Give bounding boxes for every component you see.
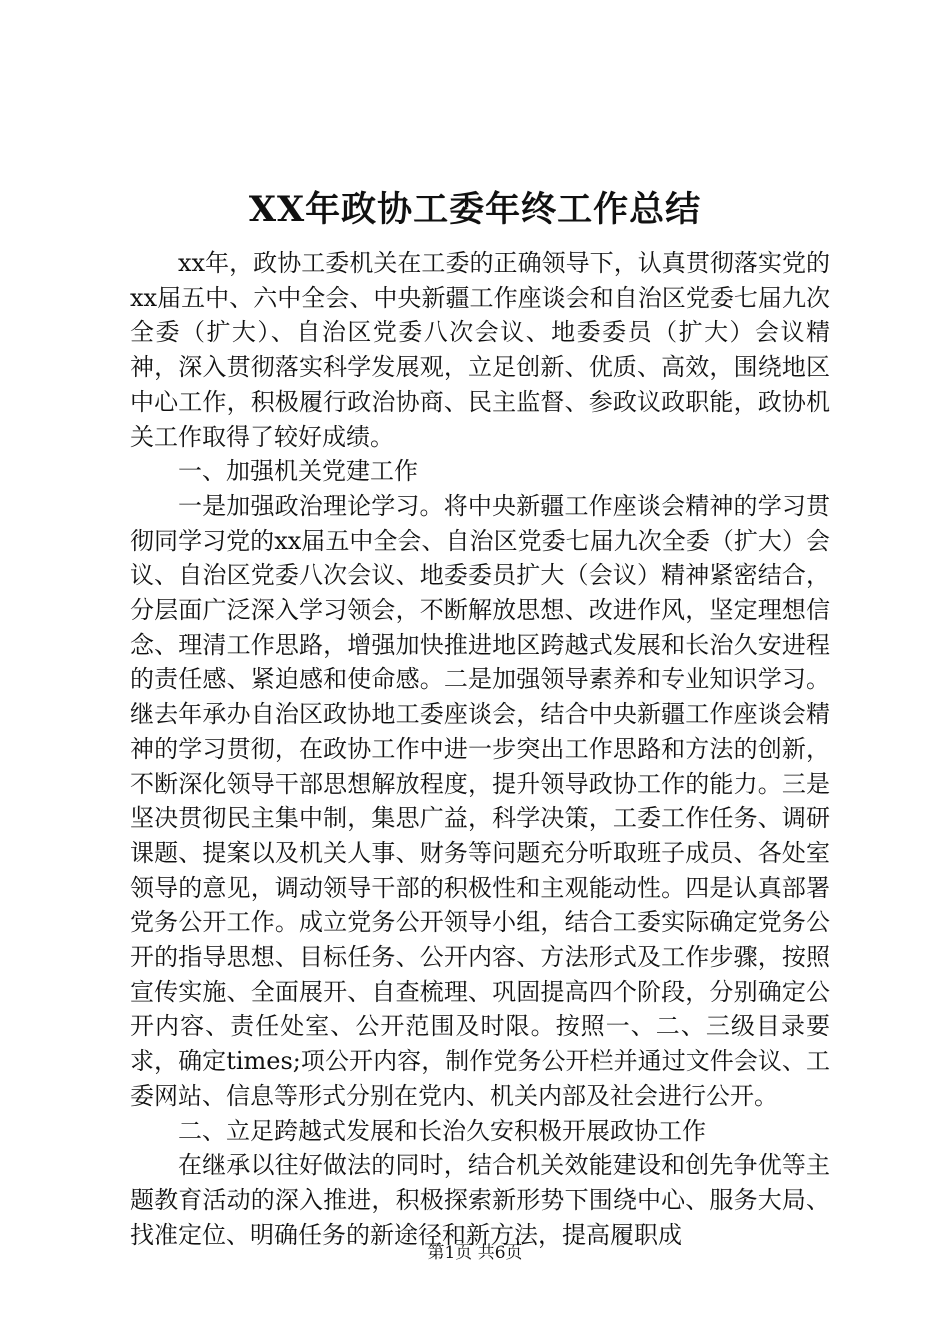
document-body [130, 246, 830, 1252]
paragraph-intro: xx年，政协工委机关在工委的正确领导下，认真贯彻落实党的xx届五中、六中全会、中央新疆工作座谈会和自治区党委七届九次全委（扩大）、自治区党委八次会议、地委委员（扩大）会议精神，深入贯彻落实科学发展观，立足创新、优质、高效，围绕地区中心工作，积极履行政治协商、民主监督、参政议政职能，政协机关工作取得了较好成绩。 [130, 249, 830, 451]
document-title: XX年政协工委年终工作总结 [248, 189, 702, 230]
paragraph-section-2: 在继承以往好做法的同时，结合机关效能建设和创先争优等主题教育活动的深入推进，积极探索新形势下围绕中心、服务大局、找准定位、明确任务的新途径和新方法，提高履职成 [130, 1151, 830, 1249]
paragraph-section-1: 一是加强政治理论学习。将中央新疆工作座谈会精神的学习贯彻同学习党的xx届五中全会、自治区党委七届九次全委（扩大）会议、自治区党委八次会议、地委委员扩大（会议）精神紧密结合，分层面广泛深入学习领会，不断解放思想、改进作风，坚定理想信念、理清工作思路，增强加快推进地区跨越式发展和长治久安进程的责任感、紧迫感和使命感。二是加强领导素养和专业知识学习。继去年承办自治区政协地工委座谈会，结合中央新疆工作座谈会精神的学习贯彻，在政协工作中进一步突出工作思路和方法的创新，不断深化领导干部思想解放程度，提升领导政协工作的能力。三是坚决贯彻民主集中制，集思广益，科学决策，工委工作任务、调研课题、提案以及机关人事、财务等问题充分听取班子成员、各处室领导的意见，调动领导干部的积极性和主观能动性。四是认真部署党务公开工作。成立党务公开领导小组，结合工委实际确定党务公开的指导思想、目标任务、公开内容、方法形式及工作步骤，按照宣传实施、全面展开、自查梳理、巩固提高四个阶段，分别确定公开内容、责任处室、公开范围及时限。按照一、二、三级目录要求，确定times;项公开内容，制作党务公开栏并通过文件会议、工委网站、信息等形式分别在党内、机关内部及社会进行公开。 [130, 491, 830, 1110]
section-heading-1: 一、加强机关党建工作 [178, 457, 418, 486]
page-footer: 第1页 共6页 [427, 1243, 523, 1263]
section-heading-2: 二、立足跨越式发展和长治久安积极开展政协工作 [178, 1116, 706, 1145]
